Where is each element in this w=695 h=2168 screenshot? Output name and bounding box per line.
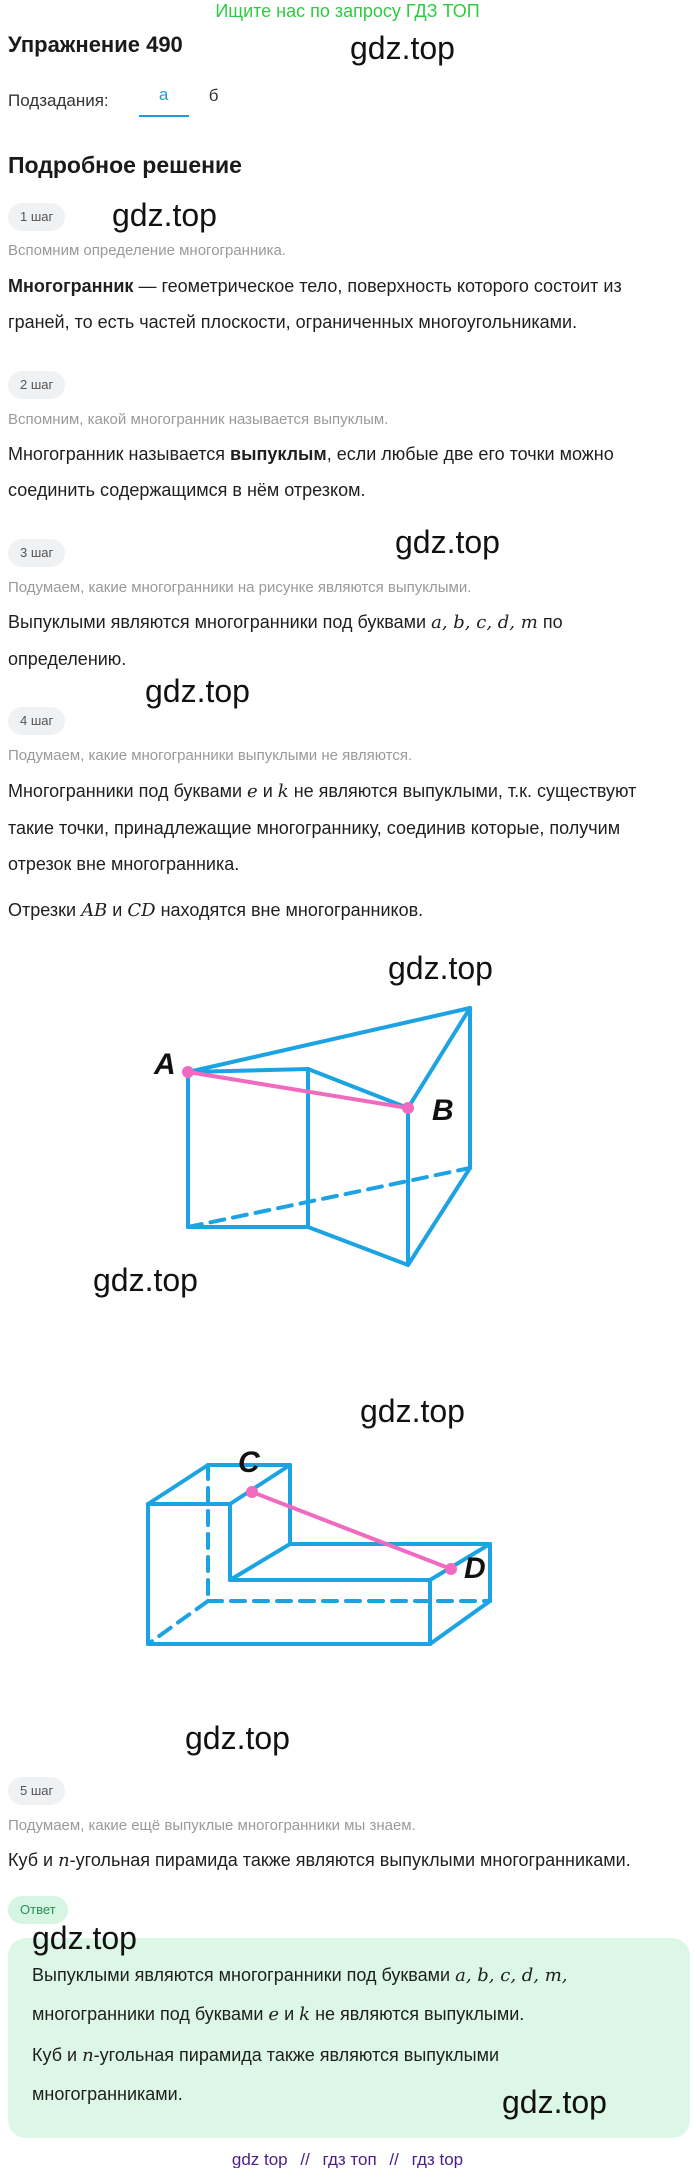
watermark: gdz.top <box>395 524 500 560</box>
answer-letter-k: k <box>299 2004 311 2025</box>
answer-pill: Ответ <box>8 1896 68 1924</box>
label-c: C <box>238 1446 260 1479</box>
watermark: gdz.top <box>32 1920 137 1956</box>
polyhedron-e-figure <box>140 990 500 1280</box>
step-4-hint: Подумаем, какие многогранники выпуклыми не являются. <box>8 747 413 764</box>
answer-letter-e: e <box>268 2004 280 2025</box>
step-2-line-1: Многогранник называется <box>8 444 231 464</box>
term-convex: выпуклым <box>230 444 327 464</box>
subtasks-label: Подзадания: <box>8 91 109 110</box>
answer-line-2: многогранники под буквами <box>32 2004 269 2024</box>
point-a <box>182 1066 194 1078</box>
polyhedron-k-figure <box>130 1440 510 1660</box>
step-5-pill: 5 шаг <box>8 1777 65 1805</box>
step-2-line-2: соединить содержащимся в нём отрезком. <box>8 480 366 500</box>
watermark: gdz.top <box>388 950 493 986</box>
step-1-text <box>8 268 678 340</box>
step-4-text <box>8 773 678 882</box>
watermark: gdz.top <box>185 1720 290 1756</box>
step-4-line-1b: не являются выпуклыми, т.к. существуют <box>288 781 637 801</box>
step-2-hint: Вспомним, какой многогранник называется выпуклым. <box>8 411 389 428</box>
exercise-title: Упражнение 490 <box>8 32 183 57</box>
footer-separator: // <box>300 2150 310 2168</box>
step-4-line-1: Многогранники под буквами <box>8 781 248 801</box>
watermark: gdz.top <box>145 673 250 709</box>
step-3-hint: Подумаем, какие многогранники на рисунке являются выпуклыми. <box>8 579 472 596</box>
watermark: gdz.top <box>502 2084 607 2120</box>
answer-line-3b: -угольная пирамида также являются выпуклыми <box>93 2045 499 2065</box>
segment-cd-line <box>252 1492 451 1569</box>
answer-line-4: многогранниками. <box>32 2084 183 2104</box>
step-5-line-1b: -угольная пирамида также являются выпуклыми многогранниками. <box>69 1850 631 1870</box>
step-5-line-1: Куб и <box>8 1850 59 1870</box>
step-1-line-2: граней, то есть частей плоскости, ограниченных многоугольниками. <box>8 312 578 332</box>
letter-n: n <box>58 1850 70 1871</box>
step-3-line-2: определению. <box>8 649 127 669</box>
step-4-segments-text <box>8 892 678 929</box>
step-3-pill: 3 шаг <box>8 539 65 567</box>
answer-line-1: Выпуклыми являются многогранники под буквами <box>32 1965 456 1985</box>
answer-and: и <box>279 2004 300 2024</box>
letter-e: e <box>247 781 258 802</box>
watermark: gdz.top <box>360 1393 465 1429</box>
step-4-line-3: отрезок вне многогранника. <box>8 854 240 874</box>
subtask-tab-a[interactable]: а <box>139 85 189 117</box>
segment-ab: AB <box>81 900 108 921</box>
step-5-hint: Подумаем, какие ещё выпуклые многогранники мы знаем. <box>8 1817 416 1834</box>
subtask-tab-b[interactable]: б <box>208 86 219 105</box>
footer-separator: // <box>389 2150 399 2168</box>
label-b: B <box>432 1094 454 1127</box>
watermark: gdz.top <box>112 197 217 233</box>
step-1-line-1: — геометрическое тело, поверхность которого состоит из <box>133 276 622 296</box>
letter-k: k <box>277 781 289 802</box>
step-1-pill: 1 шаг <box>8 203 65 231</box>
answer-letters-convex: a, b, c, d, m, <box>455 1965 568 1986</box>
segment-cd: CD <box>127 900 156 921</box>
point-c <box>246 1486 258 1498</box>
answer-text <box>32 1956 672 2034</box>
step-1-hint: Вспомним определение многогранника. <box>8 242 287 259</box>
watermark: gdz.top <box>350 30 455 66</box>
step-4-line-4: Отрезки <box>8 900 82 920</box>
point-d <box>445 1563 457 1575</box>
step-4-and-2: и <box>107 900 128 920</box>
label-d: D <box>464 1552 486 1585</box>
step-3-line-1: Выпуклыми являются многогранники под буквами <box>8 612 432 632</box>
step-4-and: и <box>257 781 278 801</box>
step-2-text <box>8 436 678 508</box>
step-3-line-1b: по <box>542 612 563 632</box>
answer-line-3: Куб и <box>32 2045 83 2065</box>
top-banner: Ищите нас по запросу ГДЗ ТОП <box>215 1 480 21</box>
step-3-text <box>8 604 678 677</box>
subtasks-bar <box>8 85 239 117</box>
step-4-pill: 4 шаг <box>8 707 65 735</box>
answer-line-2b: не являются выпуклыми. <box>310 2004 525 2024</box>
section-title: Подробное решение <box>8 152 242 178</box>
point-b <box>402 1102 414 1114</box>
footer-link-3[interactable]: гдз top <box>411 2150 464 2168</box>
footer-links <box>0 2150 695 2168</box>
step-2-line-1b: , если любые две его точки можно <box>326 444 614 464</box>
step-5-text <box>8 1842 678 1879</box>
term-polyhedron: Многогранник <box>8 276 134 296</box>
watermark: gdz.top <box>93 1262 198 1298</box>
step-2-pill: 2 шаг <box>8 371 65 399</box>
step-4-line-4b: находятся вне многогранников. <box>155 900 424 920</box>
label-a: A <box>154 1048 176 1081</box>
letters-convex: a, b, c, d, m <box>431 612 538 633</box>
footer-link-1[interactable]: gdz top <box>231 2150 288 2168</box>
footer-link-2[interactable]: гдз топ <box>322 2150 377 2168</box>
answer-letter-n: n <box>82 2045 94 2066</box>
step-4-line-2: такие точки, принадлежащие многограннику, соединив которые, получим <box>8 818 621 838</box>
segment-ab-line <box>188 1072 408 1108</box>
